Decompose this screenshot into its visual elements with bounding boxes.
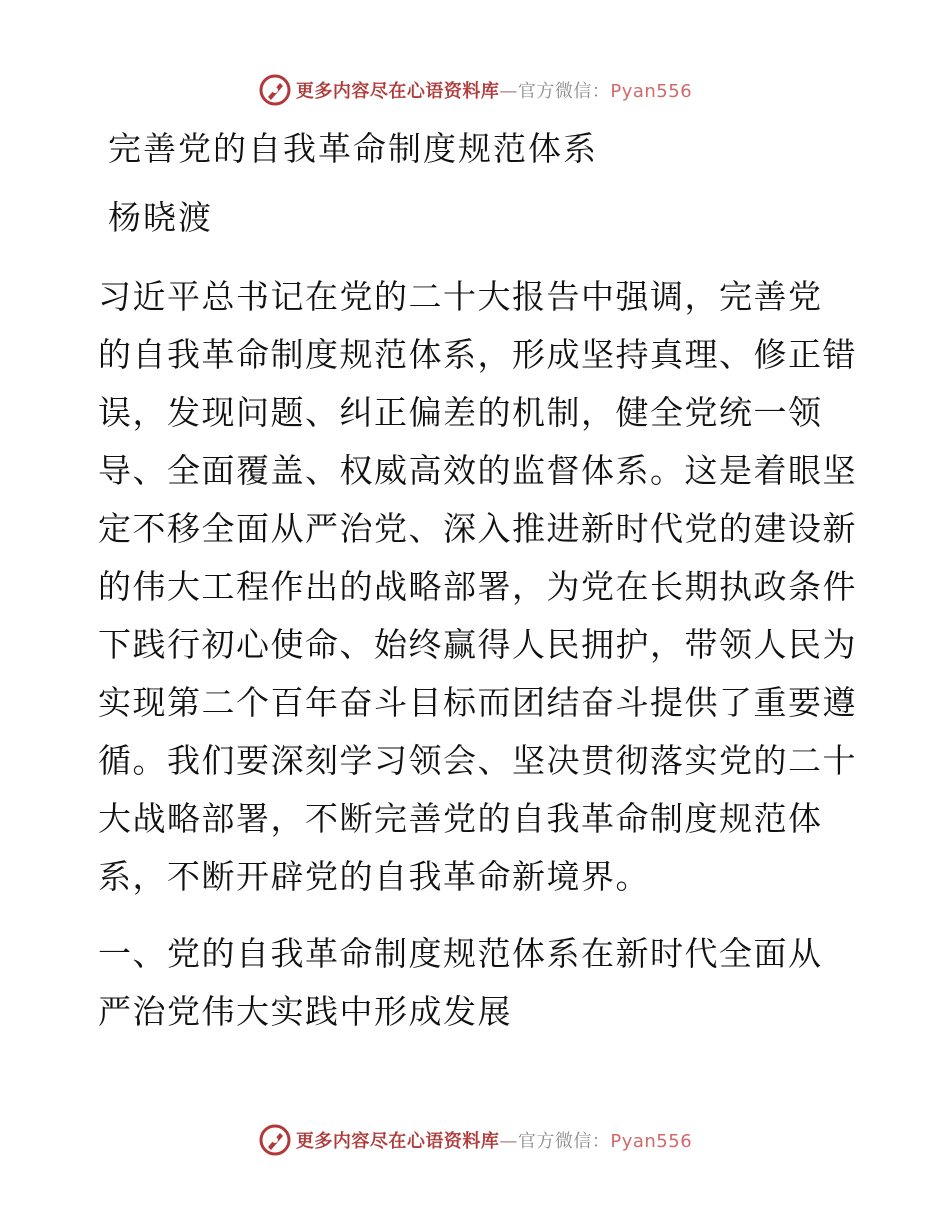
- paragraph-line: 循。我们要深刻学习领会、坚决贯彻落实党的二十: [98, 741, 857, 780]
- banner-wechat-id: Pyan556: [610, 1131, 693, 1152]
- paragraph-line: 的伟大工程作出的战略部署，为党在长期执政条件: [98, 567, 857, 606]
- heading-line: 严治党伟大实践中形成发展: [98, 992, 512, 1031]
- banner-main-text: 更多内容尽在心语资料库: [295, 81, 500, 102]
- paragraph-line: 误，发现问题、纠正偏差的机制，健全党统一领: [98, 393, 823, 432]
- banner-wechat-label: 官方微信：: [517, 81, 611, 102]
- pen-logo-icon: [258, 1123, 292, 1157]
- banner-main-text: 更多内容尽在心语资料库: [295, 1131, 500, 1152]
- banner-text: [296, 77, 692, 103]
- body-paragraph: [98, 268, 858, 906]
- banner-text: [296, 1127, 692, 1153]
- pen-logo-icon: [258, 73, 292, 107]
- banner-dash: —: [499, 1131, 518, 1152]
- paragraph-line: 大战略部署，不断完善党的自我革命制度规范体: [98, 799, 823, 838]
- paragraph-line: 导、全面覆盖、权威高效的监督体系。这是着眼坚: [98, 451, 857, 490]
- paragraph-line: 实现第二个百年奋斗目标而团结奋斗提供了重要遵: [98, 683, 857, 722]
- paragraph-line: 定不移全面从严治党、深入推进新时代党的建设新: [98, 509, 857, 548]
- document-title: 完善党的自我革命制度规范体系: [108, 129, 598, 168]
- banner-dash: —: [499, 81, 518, 102]
- heading-line: 一、党的自我革命制度规范体系在新时代全面从: [98, 934, 823, 973]
- paragraph-line: 的自我革命制度规范体系，形成坚持真理、修正错: [98, 335, 857, 374]
- section-heading: [98, 925, 858, 1041]
- paragraph-line: 下践行初心使命、始终赢得人民拥护，带领人民为: [98, 625, 857, 664]
- paragraph-line: 系，不断开辟党的自我革命新境界。: [98, 857, 650, 896]
- banner-wechat-id: Pyan556: [610, 81, 693, 102]
- document-author: 杨晓渡: [108, 198, 213, 237]
- header-banner: [0, 70, 950, 110]
- banner-wechat-label: 官方微信：: [517, 1131, 611, 1152]
- footer-banner: [0, 1120, 950, 1160]
- paragraph-line: 习近平总书记在党的二十大报告中强调，完善党: [98, 277, 823, 316]
